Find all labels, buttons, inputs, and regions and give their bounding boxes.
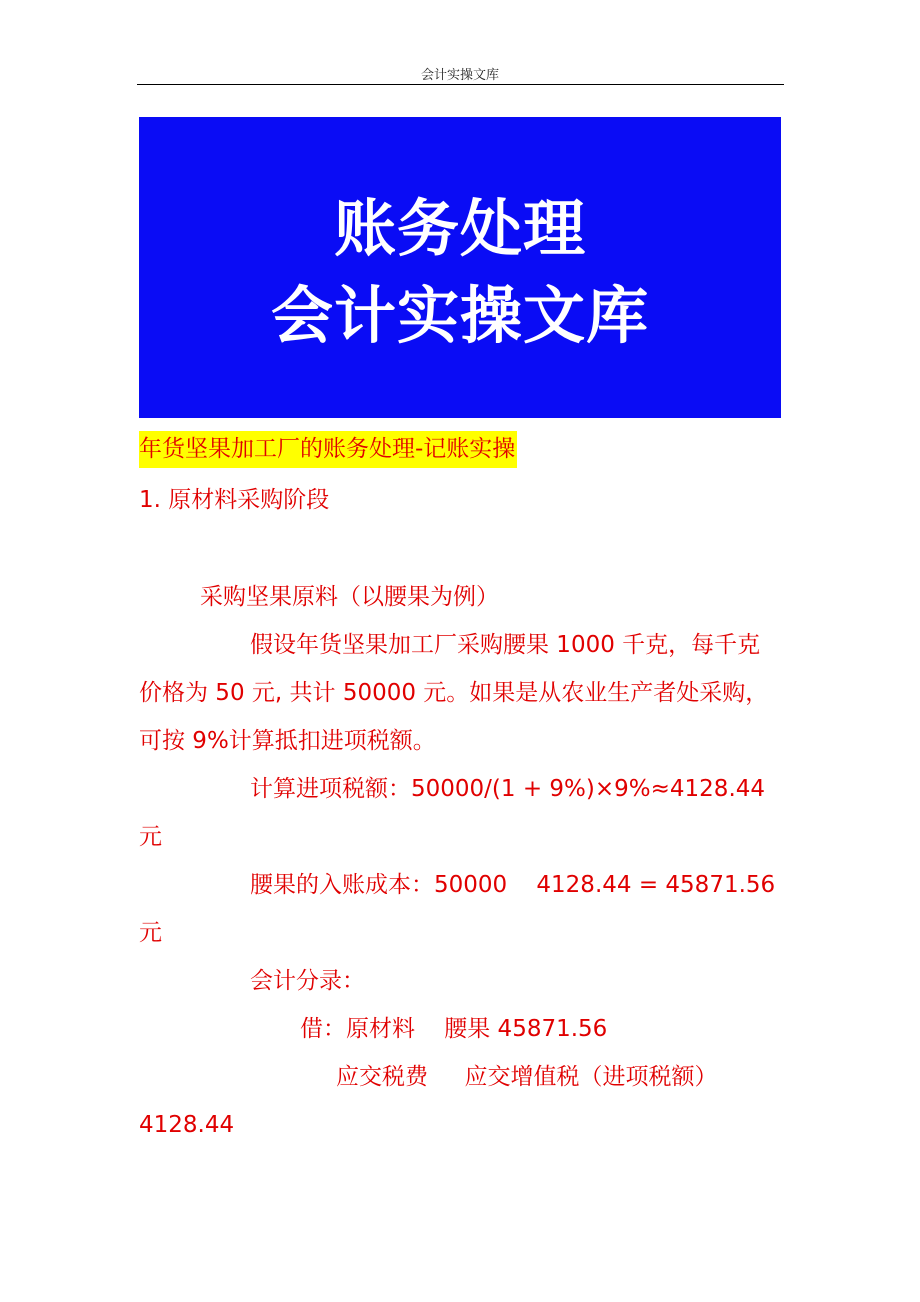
credit-amount: 4128.44 [139, 1112, 235, 1138]
debit-line: 借：原材料 腰果 45871.56 [300, 1016, 608, 1042]
header-divider [137, 84, 784, 85]
cost-calculation-unit: 元 [139, 920, 162, 946]
paragraph-line: 假设年货坚果加工厂采购腰果 1000 千克，每千克 [250, 632, 761, 658]
document-title: 年货坚果加工厂的账务处理-记账实操 [139, 431, 517, 468]
cost-calculation: 腰果的入账成本：50000 4128.44 = 45871.56 [250, 872, 776, 898]
tax-calculation: 计算进项税额：50000/(1 + 9%)×9%≈4128.44 [250, 776, 766, 802]
section-heading: 1. 原材料采购阶段 [139, 487, 330, 513]
journal-entry-label: 会计分录： [250, 968, 365, 994]
banner-title-line-2: 会计实操文库 [270, 279, 649, 352]
paragraph-line: 价格为 50 元, 共计 50000 元。如果是从农业生产者处采购， [139, 680, 769, 706]
tax-calculation-unit: 元 [139, 824, 162, 850]
credit-line: 应交税费 应交增值税（进项税额） [336, 1064, 718, 1090]
running-header: 会计实操文库 [420, 68, 499, 83]
title-banner [139, 117, 781, 418]
subheading: 采购坚果原料（以腰果为例） [200, 584, 499, 610]
banner-title-line-1: 账务处理 [333, 192, 586, 265]
paragraph-line: 可按 9%计算抵扣进项税额。 [139, 728, 436, 754]
